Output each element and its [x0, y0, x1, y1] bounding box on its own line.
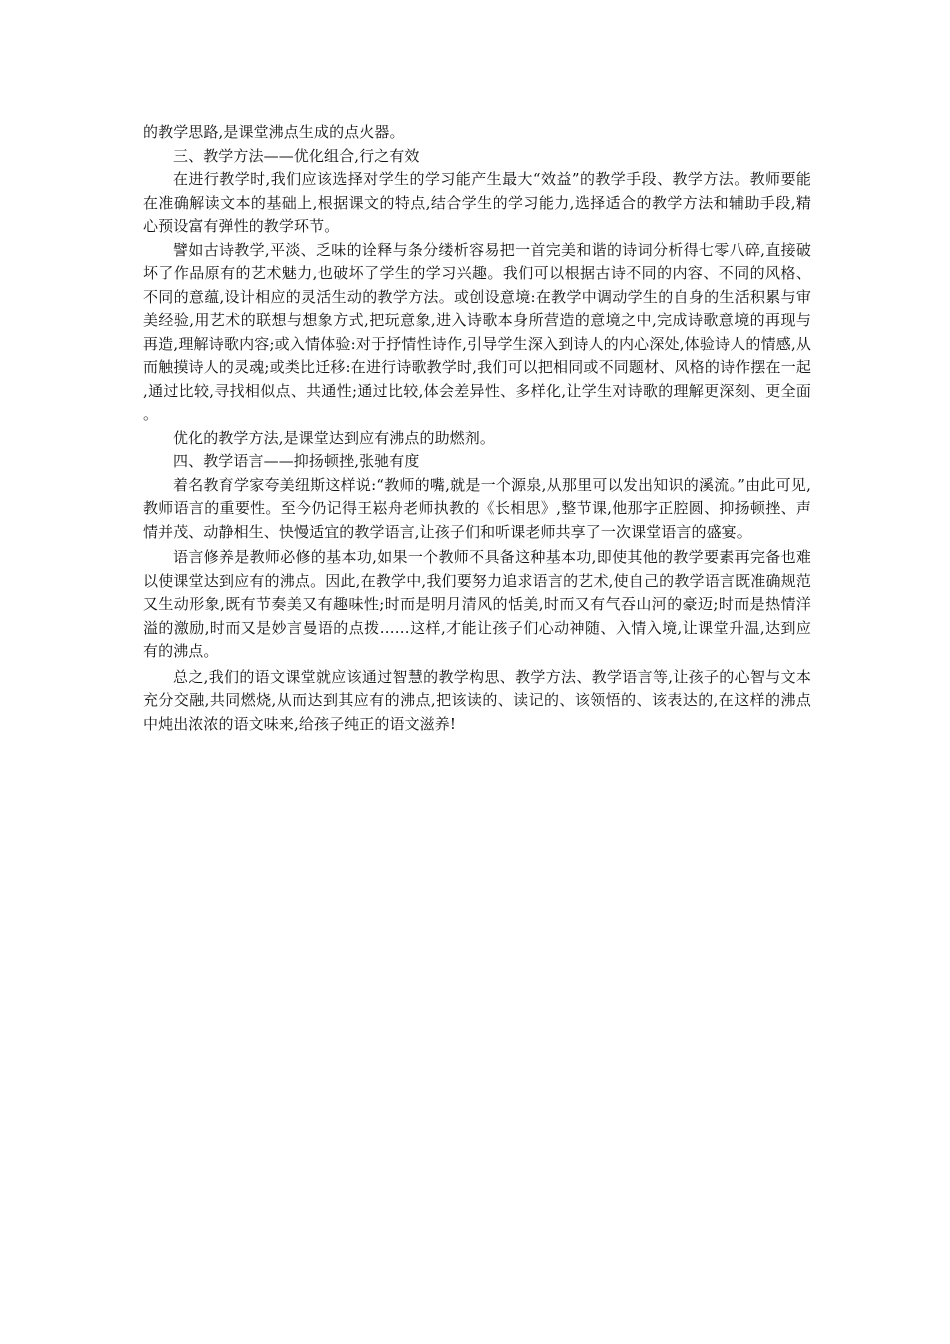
- paragraph-comenius-quote: 着名教育学家夸美纽斯这样说:“教师的嘴,就是一个源泉,从那里可以发出知识的溪流。”由此可见,教师语言的重要性。至今仍记得王崧舟老师执教的《长相思》,整节课,他那字正腔圆、抑扬顿挫、声情并茂、动静相生、快慢适宜的教学语言,让孩子们和听课老师共享了一次课堂语言的盛宴。: [143, 475, 811, 541]
- paragraph-language-cultivation: 语言修养是教师必修的基本功,如果一个教师不具备这种基本功,即使其他的教学要素再完备也难以使课堂达到应有的沸点。因此,在教学中,我们要努力追求语言的艺术,使自己的教学语言既准确规范又生动形象,既有节奏美又有趣味性;时而是明月清风的恬美,时而又有气吞山河的豪迈;时而是热情洋溢的激励,时而又是妙言曼语的点拨……这样,才能让孩子们心动神随、入情入境,让课堂升温,达到应有的沸点。: [143, 548, 811, 660]
- section-heading-teaching-methods: 三、教学方法——优化组合,行之有效: [173, 146, 420, 165]
- paragraph-methods-summary: 优化的教学方法,是课堂达到应有沸点的助燃剂。: [173, 428, 495, 447]
- section-heading-teaching-language: 四、教学语言——抑扬顿挫,张驰有度: [173, 452, 420, 470]
- document-body: [143, 121, 811, 736]
- paragraph-poetry-teaching: 譬如古诗教学,平淡、乏味的诠释与条分缕析容易把一首完美和谐的诗词分析得七零八碎,直接破坏了作品原有的艺术魅力,也破坏了学生的学习兴趣。我们可以根据古诗不同的内容、不同的风格、不同的意蕴,设计相应的灵活生动的教学方法。或创设意境:在教学中调动学生的自身的生活积累与审美经验,用艺术的联想与想象方式,把玩意象,进入诗歌本身所营造的意境之中,完成诗歌意境的再现与再造,理解诗歌内容;或入情体验:对于抒情性诗作,引导学生深入到诗人的内心深处,体验诗人的情感,从而触摸诗人的灵魂;或类比迁移:在进行诗歌教学时,我们可以把相同或不同题材、风格的诗作摆在一起,通过比较,寻找相似点、共通性;通过比较,体会差异性、多样化,让学生对诗歌的理解更深刻、更全面。: [143, 240, 811, 423]
- paragraph-teaching-methods: 在进行教学时,我们应该选择对学生的学习能产生最大“效益”的教学手段、教学方法。教师要能在准确解读文本的基础上,根据课文的特点,结合学生的学习能力,选择适合的教学方法和辅助手段,精心预设富有弹性的教学环节。: [143, 170, 811, 235]
- paragraph-conclusion: 总之,我们的语文课堂就应该通过智慧的教学构思、教学方法、教学语言等,让孩子的心智与文本充分交融,共同燃烧,从而达到其应有的沸点,把该读的、读记的、该领悟的、该表达的,在这样的沸点中炖出浓浓的语文味来,给孩子纯正的语文滋养!: [143, 667, 811, 733]
- paragraph-continuation: 的教学思路,是课堂沸点生成的点火器。: [143, 123, 405, 141]
